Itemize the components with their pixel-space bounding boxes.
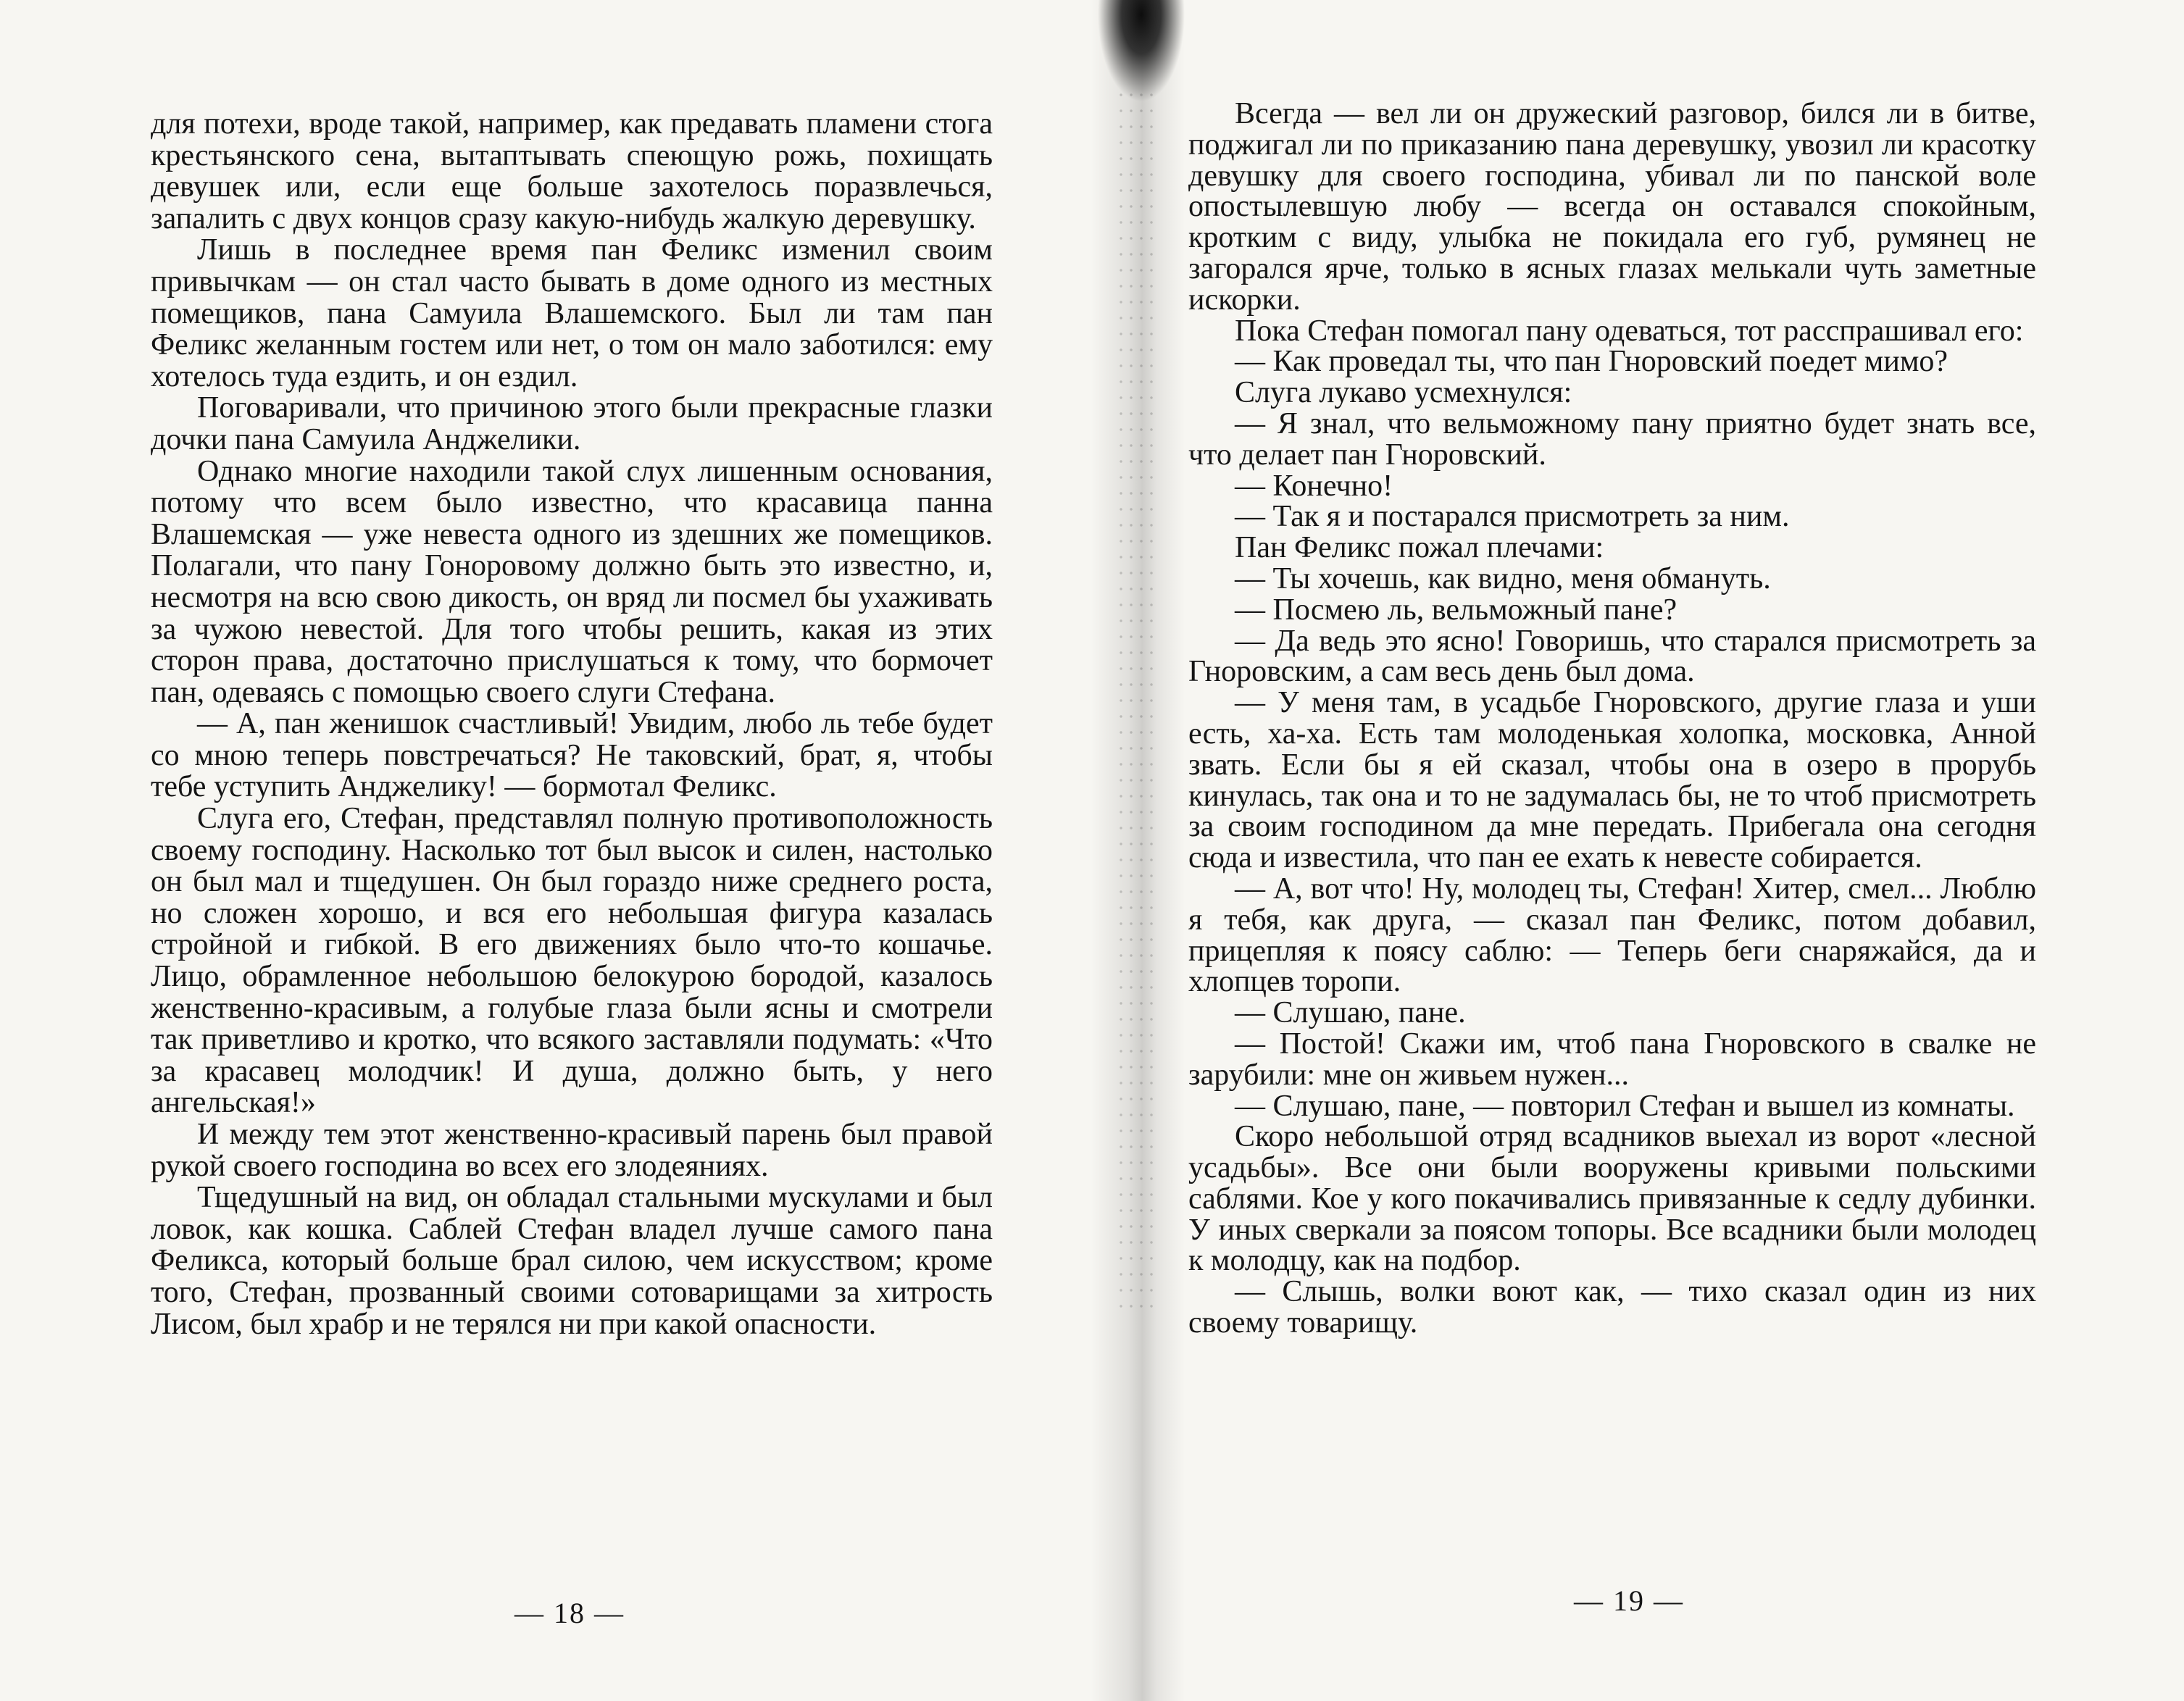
paragraph: Однако многие находили такой слух лишенным основания, потому что всем было известно, что красавица панна Влашемская — уже невеста одного из здешних же помещиков. Полагали, что пану Гоноровому должно быть это известно, и, несмотря на всю свою дикость, он вряд ли посмел бы ухаживать за чужою невестой. Для того чтобы решить, какая из этих сторон права, достаточно прислушаться к тому, что бормочет пан, одеваясь с помощью своего слуги Стефана. [151, 454, 993, 709]
paragraph: Тщедушный на вид, он обладал стальными мускулами и был ловок, как кошка. Саблей Стефан владел лучше самого пана Феликса, который больше брал силою, чем искусством; кроме того, Стефан, прозванный своими сотоварищами за хитрость Лисом, был храбр и не терялся ни при какой опасности. [151, 1181, 993, 1341]
scan-noise [1116, 87, 1159, 1318]
paragraph: Пока Стефан помогал пану одеваться, тот расспрашивал его: [1235, 314, 2024, 348]
paragraph: — Посмею ль, вельможный пане? [1235, 593, 1677, 627]
paragraph: — Как проведал ты, что пан Гноровский поедет мимо? [1235, 345, 1948, 379]
left-page-text [151, 109, 993, 1340]
paragraph: — Слушаю, пане, — повторил Стефан и вышел из комнаты. [1235, 1089, 2015, 1123]
paragraph: — Постой! Скажи им, чтоб пана Гноровского в свалке не зарубили: мне он живьем нужен... [1188, 1027, 2036, 1092]
paragraph: — Слушаю, пане. [1235, 996, 1466, 1030]
paragraph: Слуга лукаво усмехнулся: [1235, 376, 1572, 410]
paragraph: — Конечно! [1235, 469, 1393, 503]
paragraph: Пан Феликс пожал плечами: [1235, 531, 1604, 565]
paragraph: Всегда — вел ли он дружеский разговор, бился ли в битве, поджигал ли по приказанию пана деревушку, увозил ли красотку девушку для своего господина, убивал ли по панской воле опостылевшую любу — всегда он оставался спокойным, кротким с виду, улыбка не покидала его губ, румянец не загорался ярче, только в ясных глазах мелькали чуть заметные искорки. [1188, 97, 2036, 317]
paragraph: — А, пан женишок счастливый! Увидим, любо ль тебе будет со мною теперь повстречаться? Не таковский, брат, я, чтобы тебе уступить Анджелику! — бормотал Феликс. [151, 707, 993, 804]
paragraph: И между тем этот женственно-красивый парень был правой рукой своего господина во всех его злодеяниях. [151, 1118, 993, 1183]
paragraph: Слуга его, Стефан, представлял полную противоположность своему господину. Насколько тот был высок и силен, настолько он был мал и тщедушен. Он был гораздо ниже среднего роста, но сложен хорошо, и вся его небольшая фигура казалась стройной и гибкой. В его движениях было что-то кошачье. Лицо, обрамленное небольшою белокурою бородой, казалось женственно-красивым, а голубые глаза были ясны и смотрели так приветливо и кротко, что всякого заставляли подумать: «Что за красавец молодчик! И душа, должно быть, у него ангельская!» [151, 802, 993, 1120]
paragraph: — А, вот что! Ну, молодец ты, Стефан! Хитер, смел... Люблю я тебя, как друга, — сказал пан Феликс, потом добавил, прицепляя к поясу саблю: — Теперь беги снаряжайся, да и хлопцев торопи. [1188, 872, 2036, 999]
paragraph: для потехи, вроде такой, например, как предавать пламени стога крестьянского сена, вытаптывать спеющую рожь, похищать девушек или, если еще больше захотелось поразвлечься, запалить с двух концов сразу какую-нибудь жалкую деревушку. [151, 107, 993, 235]
page-number-left: — 18 — [514, 1597, 625, 1629]
right-page-text [1188, 99, 2036, 1339]
page-number-right: — 19 — [1574, 1584, 1684, 1617]
paragraph: — У меня там, в усадьбе Гноровского, другие глаза и уши есть, ха-ха. Есть там молоденькая холопка, московка, Анной звать. Если бы я ей сказал, чтобы она в озеро в прорубь кинулась, так она и то не задумалась бы, не то чтоб присмотреть за своим господином да мне передать. Прибегала она сегодня сюда и известила, что пан ее ехать к невесте собирается. [1188, 686, 2036, 875]
paragraph: — Я знал, что вельможному пану приятно будет знать все, что делает пан Гноровский. [1188, 406, 2036, 472]
paragraph: — Ты хочешь, как видно, меня обмануть. [1235, 561, 1771, 595]
paragraph: Скоро небольшой отряд всадников выехал из ворот «лесной усадьбы». Все они были вооружены кривыми польскими саблями. Кое у кого покачивались привязанные к седлу дубинки. У иных сверкали за поясом топоры. Все всадники были молодец к молодцу, как на подбор. [1188, 1120, 2036, 1278]
paragraph: Поговаривали, что причиною этого были прекрасные глазки дочки пана Самуила Анджелики. [151, 391, 993, 456]
paragraph: — Так я и постарался присмотреть за ним. [1235, 500, 1790, 534]
paragraph: — Слышь, волки воют как, — тихо сказал один из них своему товарищу. [1188, 1275, 2036, 1340]
paragraph: Лишь в последнее время пан Феликс изменил своим привычкам — он стал часто бывать в доме одного из местных помещиков, пана Самуила Влашемского. Был ли там пан Феликс желанным гостем или нет, о том он мало заботился: ему хотелось туда ездить, и он ездил. [151, 233, 993, 393]
paragraph: — Да ведь это ясно! Говоришь, что старался присмотреть за Гноровским, а сам весь день был дома. [1188, 624, 2036, 689]
